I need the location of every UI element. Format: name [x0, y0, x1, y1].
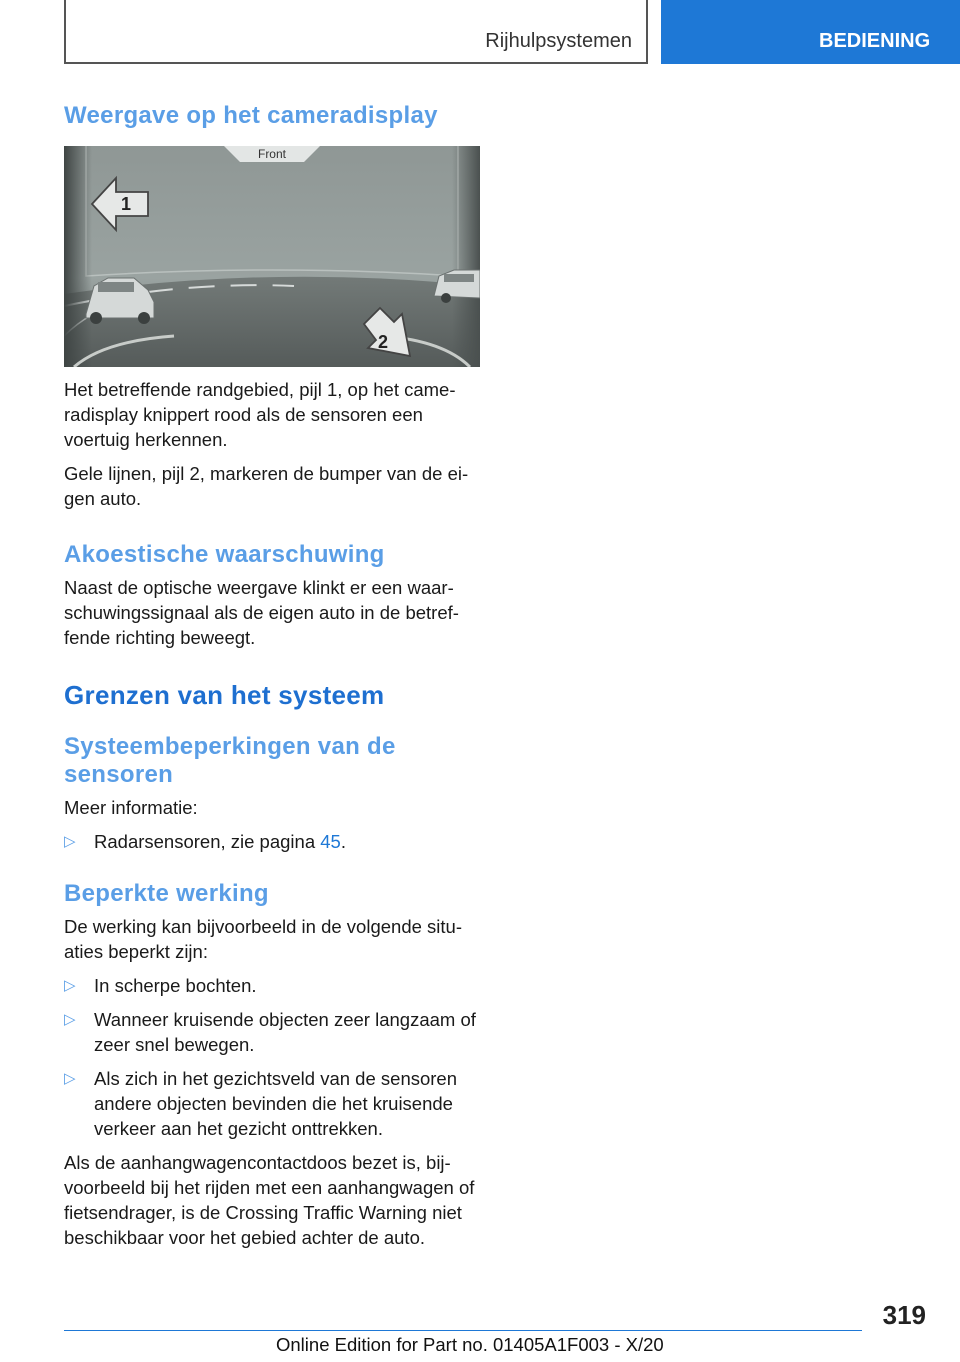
heading-acoustic-warning: Akoestische waarschuwing: [64, 541, 385, 568]
page-link-45[interactable]: 45: [320, 831, 341, 852]
page-number: 319: [882, 1300, 926, 1330]
paragraph-restricted: De werking kan bijvoorbeeld in de volgende situaties beperkt zijn:: [64, 916, 462, 962]
heading-sensor-limits: Systeembeperkingen van de sensoren: [64, 733, 396, 788]
bullet-triangle-icon: ▷: [64, 1070, 76, 1087]
heading-restricted-operation: Beperkte werking: [64, 880, 269, 907]
heading-system-limits: Grenzen van het systeem: [64, 680, 385, 710]
bullet-triangle-icon: ▷: [64, 977, 76, 994]
paragraph-trailer: Als de aanhangwagencontactdoos bezet is, bijvoorbeeld bij het rijden met een aanhangwagen of fietsendrager, is de Crossing Traffic Warning niet beschikbaar voor het gebied achter de auto.: [64, 1152, 475, 1248]
list-item: ▷ Als zich in het gezichtsveld van de sensoren andere objecten bevinden die het kruisende verkeer aan het gezicht onttrekken.: [64, 1068, 458, 1139]
bullet-triangle-icon: ▷: [64, 833, 76, 850]
header-chapter-tab: BEDIENING: [661, 0, 960, 64]
list-item: ▷ In scherpe bochten.: [64, 975, 257, 996]
footer-edition: Online Edition for Part no. 01405A1F003 - X/20: [276, 1334, 664, 1355]
restricted-list: [64, 973, 480, 1141]
content-column: [64, 102, 480, 1250]
heading-camera-display: Weergave op het cameradisplay: [64, 102, 438, 129]
list-item: ▷ Wanneer kruisende objecten zeer langzaam of zeer snel bewegen.: [64, 1009, 476, 1055]
paragraph-display-2: Gele lijnen, pijl 2, markeren de bumper van de eigen auto.: [64, 463, 469, 509]
paragraph-more-info: Meer informatie:: [64, 797, 198, 818]
header-section-title: Rijhulpsystemen: [485, 30, 632, 52]
paragraph-display-1: Het betreffende randgebied, pijl 1, op het cameradisplay knippert rood als de sensoren een voertuig herkennen.: [64, 379, 456, 450]
paragraph-acoustic: Naast de optische weergave klinkt er een waarschuwingssignaal als de eigen auto in de betreffende richting beweegt.: [64, 577, 459, 648]
bullet-triangle-icon: ▷: [64, 1011, 76, 1028]
sensor-list: [64, 829, 480, 854]
svg-text:1: 1: [121, 194, 132, 214]
camera-display-figure: [64, 146, 480, 367]
figure-label-front: Front: [257, 147, 287, 161]
header-section-box: [64, 0, 648, 64]
svg-text:2: 2: [378, 332, 389, 352]
footer-rule: [64, 1330, 862, 1331]
list-item: ▷ Radarsensoren, zie pagina 45.: [64, 831, 346, 852]
